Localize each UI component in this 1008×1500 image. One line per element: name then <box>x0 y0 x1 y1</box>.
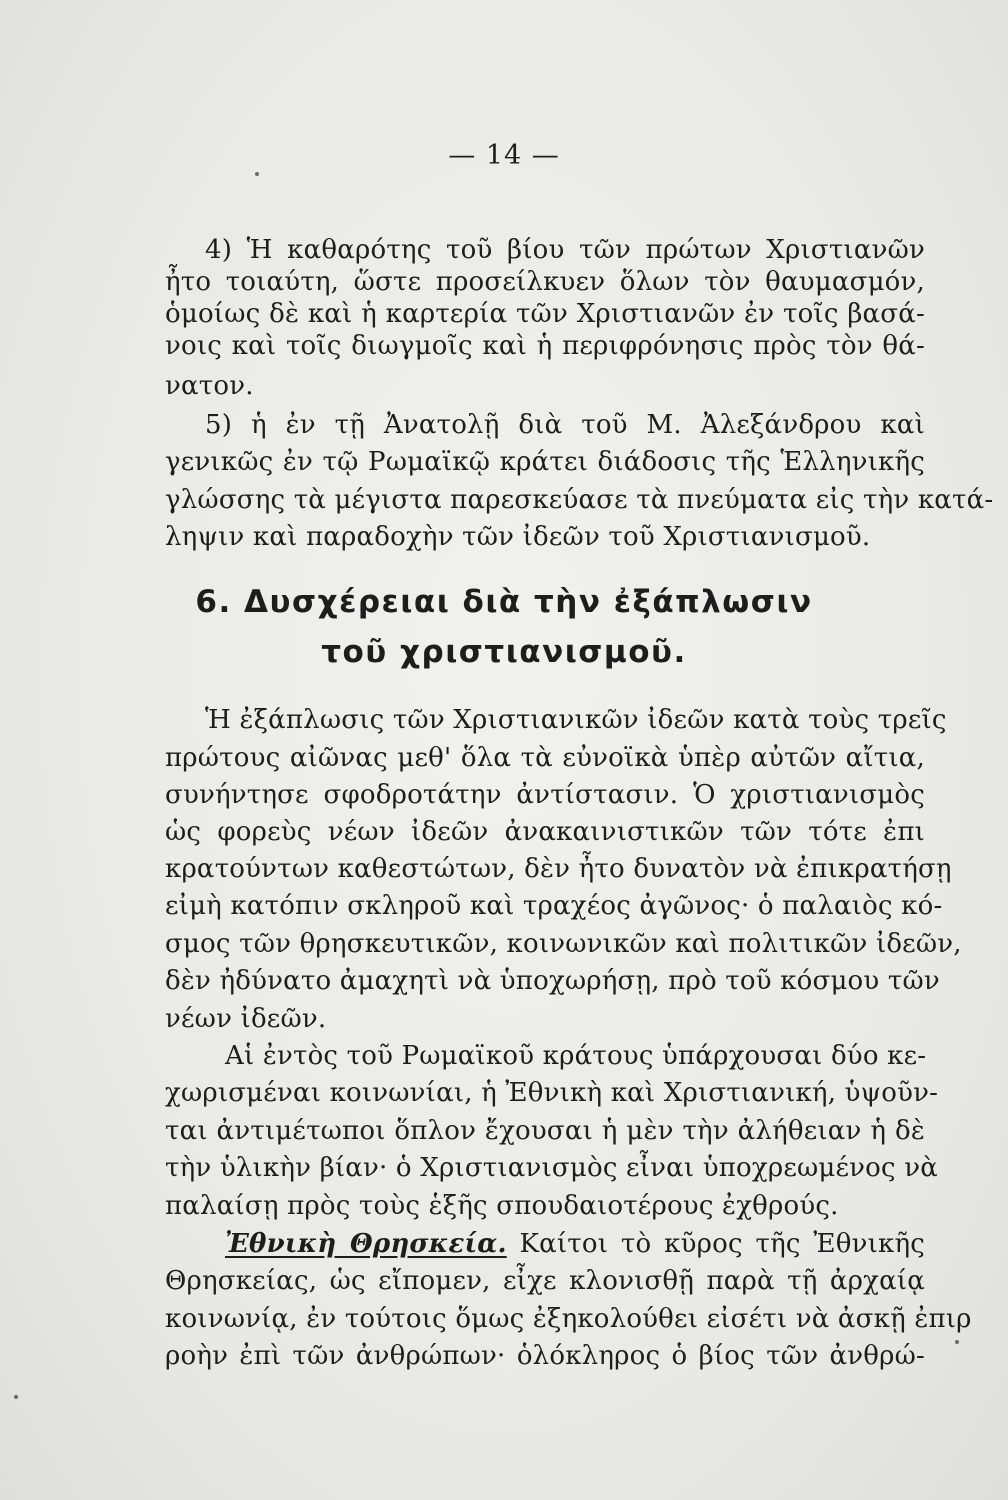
text-line <box>225 1228 925 1260</box>
text-line: 5) ἡ ἐν τῇ Ἀνατολῇ διὰ τοῦ Μ. Ἀλεξάνδρου καὶ <box>205 410 925 440</box>
page-number: — 14 — <box>448 140 560 171</box>
text-line: δὲν ἠδύνατο ἀμαχητὶ νὰ ὑποχωρήσῃ, πρὸ τοῦ κόσμου τῶν <box>165 966 940 996</box>
text-line: κρατούντων καθεστώτων, δὲν ἦτο δυνατὸν νὰ ἐπικρατήσῃ <box>165 854 952 884</box>
text-line: σμος τῶν θρησκευτικῶν, κοινωνικῶν καὶ πολιτικῶν ἰδεῶν, <box>165 929 962 959</box>
text-line: νέων ἰδεῶν. <box>165 1004 327 1034</box>
paper-speck <box>955 1340 959 1344</box>
text-line: Θρησκείας, ὡς εἴπομεν, εἶχε κλονισθῇ παρὰ τῇ ἀρχαίᾳ <box>165 1266 925 1296</box>
paragraph-first-line-text: Καίτοι τὸ κῦρος τῆς Ἐθνικῆς <box>519 1229 926 1259</box>
text-line: ροὴν ἐπὶ τῶν ἀνθρώπων· ὁλόκληρος ὁ βίος τῶν ἀνθρώ- <box>165 1341 925 1371</box>
text-line: Ἡ ἐξάπλωσις τῶν Χριστιανικῶν ἰδεῶν κατὰ τοὺς τρεῖς <box>205 705 947 735</box>
text-line: παλαίσῃ πρὸς τοὺς ἑξῆς σπουδαιοτέρους ἐχθρούς. <box>165 1191 839 1221</box>
paper-speck <box>255 172 259 176</box>
text-line: ληψιν καὶ παραδοχὴν τῶν ἰδεῶν τοῦ Χριστιανισμοῦ. <box>165 522 871 552</box>
text-line: κοινωνίᾳ, ἐν τούτοις ὅμως ἐξηκολούθει εἰσέτι νὰ ἀσκῇ ἐπιρ <box>165 1304 972 1334</box>
text-line: Αἱ ἐντὸς τοῦ Ρωμαϊκοῦ κράτους ὑπάρχουσαι δύο κε- <box>225 1041 927 1071</box>
text-line: συνήντησε σφοδροτάτην ἀντίστασιν. Ὁ χριστιανισμὸς <box>165 780 925 810</box>
text-line: γενικῶς ἐν τῷ Ρωμαϊκῷ κράτει διάδοσις τῆς Ἑλληνικῆς <box>165 447 925 477</box>
text-line: ὁμοίως δὲ καὶ ἡ καρτερία τῶν Χριστιανῶν ἐν τοῖς βασά- <box>165 299 925 329</box>
text-line: νατον. <box>165 371 254 401</box>
paragraph-lead-title: Ἐθνικὴ Θρησκεία. <box>225 1229 507 1259</box>
paper-speck <box>14 1395 18 1399</box>
section-heading-line-2: τοῦ χριστιανισμοῦ. <box>321 634 687 670</box>
text-line: τὴν ὑλικὴν βίαν· ὁ Χριστιανισμὸς εἶναι ὑποχρεωμένος νὰ <box>165 1153 939 1183</box>
text-line: εἰμὴ κατόπιν σκληροῦ καὶ τραχέος ἀγῶνος· ὁ παλαιὸς κό- <box>165 891 943 921</box>
section-heading-line-1: 6. Δυσχέρειαι διὰ τὴν ἐξάπλωσιν <box>195 584 813 620</box>
text-line: νοις καὶ τοῖς διωγμοῖς καὶ ἡ περιφρόνησις πρὸς τὸν θά- <box>165 331 925 361</box>
text-line: χωρισμέναι κοινωνίαι, ἡ Ἐθνικὴ καὶ Χριστιανική, ὑψοῦν- <box>165 1078 939 1108</box>
text-line: ὡς φορεὺς νέων ἰδεῶν ἀνακαινιστικῶν τῶν τότε ἐπι <box>165 817 925 847</box>
text-line: ἦτο τοιαύτη, ὥστε προσείλκυεν ὅλων τὸν θαυμασμόν, <box>165 267 925 297</box>
text-line: γλώσσης τὰ μέγιστα παρεσκεύασε τὰ πνεύματα εἰς τὴν κατά- <box>165 485 994 515</box>
text-line: ται ἀντιμέτωποι ὅπλον ἔχουσαι ἡ μὲν τὴν ἀλήθειαν ἡ δὲ <box>165 1116 925 1146</box>
text-line: 4) Ἡ καθαρότης τοῦ βίου τῶν πρώτων Χριστιανῶν <box>205 235 925 265</box>
text-line: πρώτους αἰῶνας μεθ' ὅλα τὰ εὐνοϊκὰ ὑπὲρ αὐτῶν αἴτια, <box>165 743 925 773</box>
